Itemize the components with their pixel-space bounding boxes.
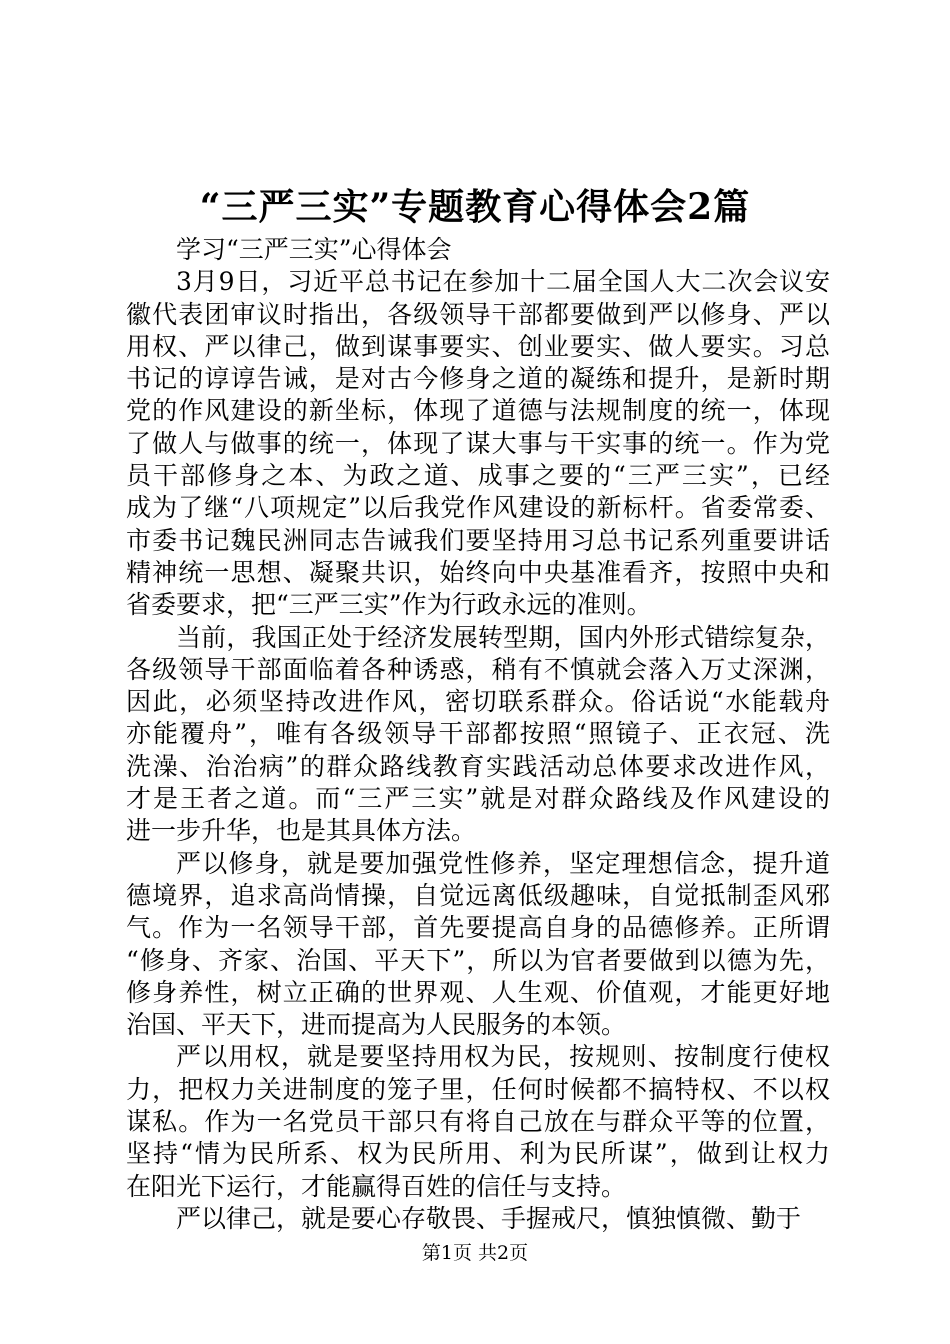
paragraph-1-line-5: 党的作风建设的新坐标，体现了道德与法规制度的统一，体现 <box>126 396 830 426</box>
page-footer: 第1页 共2页 <box>421 1242 529 1264</box>
paragraph-2-line-1: 当前，我国正处于经济发展转型期，国内外形式错综复杂， <box>176 622 830 652</box>
document-title: “三严三实”专题教育心得体会2篇 <box>199 186 751 228</box>
paragraph-3-line-4: “修身、齐家、治国、平天下”，所以为官者要做到以德为先， <box>126 945 830 975</box>
paragraph-4-line-5: 在阳光下运行，才能赢得百姓的信任与支持。 <box>126 1171 627 1201</box>
paragraph-1-line-7: 员干部修身之本、为政之道、成事之要的“三严三实”，已经 <box>126 461 830 491</box>
paragraph-1-line-2: 徽代表团审议时指出，各级领导干部都要做到严以修身、严以 <box>126 299 830 329</box>
paragraph-2-line-7: 进一步升华，也是其具体方法。 <box>126 816 477 846</box>
paragraph-3-line-1: 严以修身，就是要加强党性修养，坚定理想信念，提升道 <box>176 848 830 878</box>
paragraph-5-line-1: 严以律己，就是要心存敬畏、手握戒尺，慎独慎微、勤于 <box>176 1203 802 1233</box>
section-subtitle: 学习“三严三实”心得体会 <box>176 235 452 264</box>
paragraph-1-line-10: 精神统一思想、凝聚共识，始终向中央基准看齐，按照中央和 <box>126 557 830 587</box>
paragraph-2-line-4: 亦能覆舟”，唯有各级领导干部都按照“照镜子、正衣冠、洗 <box>126 719 830 749</box>
document-body <box>126 234 830 1235</box>
paragraph-2-line-5: 洗澡、治治病”的群众路线教育实践活动总体要求改进作风， <box>126 751 830 781</box>
paragraph-1-line-1: 3月9日，习近平总书记在参加十二届全国人大二次会议安 <box>176 267 830 297</box>
paragraph-2-line-3: 因此，必须坚持改进作风，密切联系群众。俗话说“水能载舟 <box>126 687 830 717</box>
paragraph-4-line-4: 坚持“情为民所系、权为民所用、利为民所谋”，做到让权力 <box>126 1139 830 1169</box>
paragraph-3-line-3: 气。作为一名领导干部，首先要提高自身的品德修养。正所谓 <box>126 913 830 943</box>
paragraph-4-line-1: 严以用权，就是要坚持用权为民，按规则、按制度行使权 <box>176 1042 830 1072</box>
paragraph-1-line-8: 成为了继“八项规定”以后我党作风建设的新标杆。省委常委、 <box>126 493 830 523</box>
paragraph-1-line-3: 用权、严以律己，做到谋事要实、创业要实、做人要实。习总 <box>126 331 830 361</box>
paragraph-1-line-11: 省委要求，把“三严三实”作为行政永远的准则。 <box>126 590 652 620</box>
paragraph-1-line-9: 市委书记魏民洲同志告诫我们要坚持用习总书记系列重要讲话 <box>126 525 830 555</box>
paragraph-1-line-6: 了做人与做事的统一，体现了谋大事与干实事的统一。作为党 <box>126 428 830 458</box>
paragraph-2-line-2: 各级领导干部面临着各种诱惑，稍有不慎就会落入万丈深渊， <box>126 654 830 684</box>
paragraph-1-line-4: 书记的谆谆告诫，是对古今修身之道的凝练和提升，是新时期 <box>126 364 830 394</box>
paragraph-3-line-6: 治国、平天下，进而提高为人民服务的本领。 <box>126 1010 627 1040</box>
paragraph-4-line-2: 力，把权力关进制度的笼子里，任何时候都不搞特权、不以权 <box>126 1074 830 1104</box>
paragraph-4-line-3: 谋私。作为一名党员干部只有将自己放在与群众平等的位置， <box>126 1107 830 1137</box>
paragraph-3-line-2: 德境界，追求高尚情操，自觉远离低级趣味，自觉抵制歪风邪 <box>126 880 830 910</box>
paragraph-2-line-6: 才是王者之道。而“三严三实”就是对群众路线及作风建设的 <box>126 784 830 814</box>
paragraph-3-line-5: 修身养性，树立正确的世界观、人生观、价值观，才能更好地 <box>126 977 830 1007</box>
